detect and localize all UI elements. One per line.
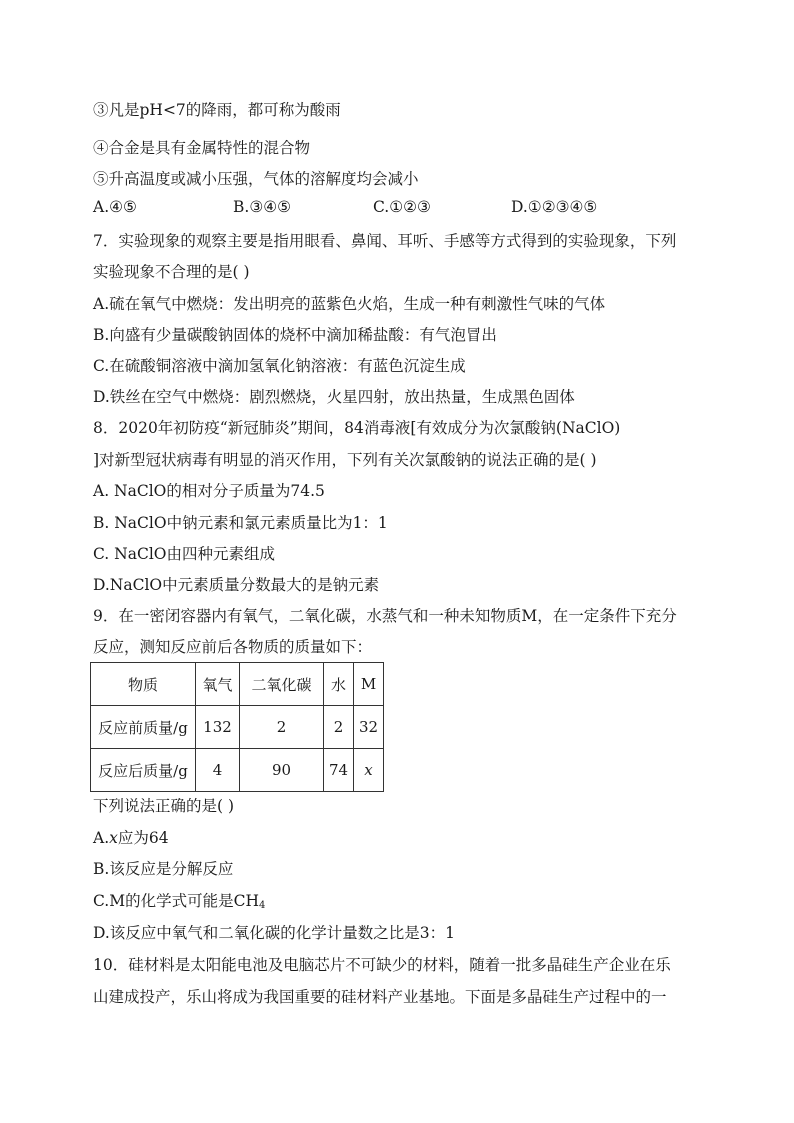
table-cell: 4 <box>196 749 240 792</box>
q8-option-b: B. NaClO中钠元素和氯元素质量比为1：1 <box>93 514 388 532</box>
q9-option-c-text: C.M的化学式可能是CH <box>93 892 259 910</box>
table-header-row <box>91 663 384 706</box>
statement-3: ③凡是pH<7的降雨，都可称为酸雨 <box>93 101 341 119</box>
statement-4: ④合金是具有金属特性的混合物 <box>93 139 311 157</box>
q9-prompt: 下列说法正确的是( ) <box>93 797 235 815</box>
q10-line2: 山建成投产，乐山将成为我国重要的硅材料产业基地。下面是多晶硅生产过程中的一 <box>93 988 667 1006</box>
table-row <box>91 706 384 749</box>
q8-option-d: D.NaClO中元素质量分数最大的是钠元素 <box>93 576 380 594</box>
table-cell: 90 <box>240 749 324 792</box>
q8-stem-line1: 8．2020年初防疫“新冠肺炎”期间，84消毒液[有效成分为次氯酸钠(NaClO) <box>93 419 621 437</box>
q9-option-a <box>93 828 169 848</box>
mass-table <box>90 662 384 792</box>
q6-option-c: C.①②③ <box>373 198 431 216</box>
table-cell: 反应前质量/g <box>91 706 196 749</box>
table-cell: 2 <box>240 706 324 749</box>
table-cell: 32 <box>354 706 384 749</box>
q7-stem-line1: 7．实验现象的观察主要是指用眼看、鼻闻、耳听、手感等方式得到的实验现象，下列 <box>93 232 677 250</box>
table-header-cell: 水 <box>324 663 354 706</box>
table-cell: 反应后质量/g <box>91 749 196 792</box>
q8-option-a: A. NaClO的相对分子质量为74.5 <box>93 482 325 500</box>
table-row <box>91 749 384 792</box>
q9-option-c-subscript: 4 <box>258 900 266 911</box>
q9-option-a-variable: x <box>109 829 118 847</box>
q10-line1: 10．硅材料是太阳能电池及电脑芯片不可缺少的材料，随着一批多晶硅生产企业在乐 <box>93 956 671 974</box>
q9-stem-line2: 反应，测知反应前后各物质的质量如下： <box>93 638 373 656</box>
q7-stem-line2: 实验现象不合理的是( ) <box>93 263 250 281</box>
q6-options <box>93 198 713 220</box>
q9-stem-line1: 9．在一密闭容器内有氧气，二氧化碳，水蒸气和一种未知物质M，在一定条件下充分 <box>93 607 677 625</box>
q9-option-b: B.该反应是分解反应 <box>93 860 234 878</box>
q9-option-a-prefix: A. <box>93 829 110 847</box>
table-cell: 74 <box>324 749 354 792</box>
q8-stem-line2: ]对新型冠状病毒有明显的消灭作用，下列有关次氯酸钠的说法正确的是( ) <box>93 451 597 469</box>
q6-option-b: B.③④⑤ <box>233 198 292 216</box>
q9-option-d: D.该反应中氧气和二氧化碳的化学计量数之比是3：1 <box>93 924 456 942</box>
table-header-cell: 物质 <box>91 663 196 706</box>
q7-option-d: D.铁丝在空气中燃烧：剧烈燃烧，火星四射，放出热量，生成黑色固体 <box>93 388 575 406</box>
table-header-cell: 氧气 <box>196 663 240 706</box>
q9-option-c <box>93 891 265 916</box>
table-cell: 132 <box>196 706 240 749</box>
q6-option-d: D.①②③④⑤ <box>511 198 598 216</box>
q7-option-a: A.硫在氧气中燃烧：发出明亮的蓝紫色火焰，生成一种有刺激性气味的气体 <box>93 295 606 313</box>
q9-option-a-rest: 应为64 <box>117 829 169 847</box>
q7-option-b: B.向盛有少量碳酸钠固体的烧杯中滴加稀盐酸：有气泡冒出 <box>93 326 497 344</box>
q6-option-a: A.④⑤ <box>93 198 137 216</box>
table-cell: x <box>354 749 384 792</box>
table-cell: 2 <box>324 706 354 749</box>
q7-option-c: C.在硫酸铜溶液中滴加氢氧化钠溶液：有蓝色沉淀生成 <box>93 357 466 375</box>
table-header-cell: M <box>354 663 384 706</box>
q8-option-c: C. NaClO由四种元素组成 <box>93 545 275 563</box>
statement-5: ⑤升高温度或减小压强，气体的溶解度均会减小 <box>93 170 419 188</box>
table-header-cell: 二氧化碳 <box>240 663 324 706</box>
